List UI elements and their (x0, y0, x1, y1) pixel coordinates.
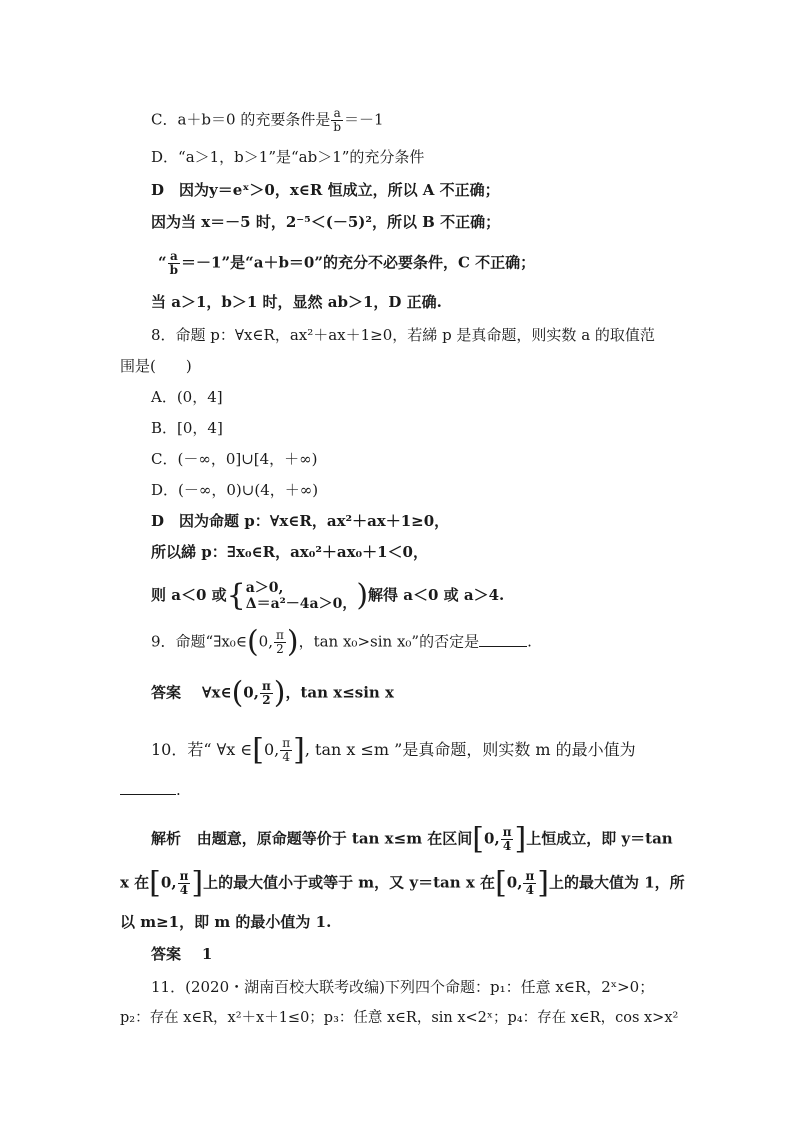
answer-8-line-3: 则 a＜0 或{ a＞0, Δ＝a²－4a＞0， )解得 a＜0 或 a＞4. (151, 578, 505, 613)
fraction: $\frac{a}{b}$ (169, 249, 179, 277)
q8-option-a: A．(0，4] (151, 388, 223, 406)
option-d: D．“a＞1，b＞1”是“ab＞1”的充分条件 (151, 148, 425, 166)
answer-8-line-1: D 因为命题 p：∀x∈R，ax²＋ax＋1≥0， (151, 512, 450, 530)
fraction: $\frac{\pi}{2}$ (275, 628, 284, 656)
question-8-line-2: 围是( ) (120, 357, 192, 375)
question-10: 10．若“ ∀x ∈[0, $\frac{\pi}{4}$ ], tan x ≤m ”是真命题，则实数 m 的最小值为 (151, 732, 636, 768)
option-c: C．a＋b＝0 的充要条件是 $\frac{a}{b}$ ＝－1 (151, 106, 384, 134)
solution-10-line-3: 以 m≥1，即 m 的最小值为 1. (120, 913, 332, 931)
fraction: $\frac{\pi}{2}$ (261, 679, 271, 707)
answer-7-line-1: D 因为y＝eˣ＞0，x∈R 恒成立，所以 A 不正确； (151, 181, 500, 199)
q8-option-b: B．[0，4] (151, 419, 223, 437)
answer-10: 答案 1 (151, 945, 213, 963)
q8-option-c: C．(－∞，0]∪[4，＋∞) (151, 450, 318, 468)
option-c-text: C．a＋b＝0 的充要条件是 (151, 110, 331, 129)
answer-9: 答案 ∀x∈(0, $\frac{\pi}{2}$ )，tan x≤sin x (151, 675, 394, 711)
answer-7-line-2: 因为当 x＝－5 时，2⁻⁵＜(－5)²，所以 B 不正确； (151, 213, 501, 231)
q8-option-d: D．(－∞，0)∪(4，＋∞) (151, 481, 319, 499)
question-10-blank-line: . (120, 780, 181, 800)
answer-blank (479, 646, 527, 647)
question-11-line-1: 11．(2020・湖南百校大联考改编)下列四个命题：p₁：任意 x∈R，2ˣ>0； (151, 978, 655, 996)
inequality-system: a＞0, Δ＝a²－4a＞0， (245, 580, 357, 612)
solution-10-line-2: x 在[0, $\frac{\pi}{4}$ ]上的最大值小于或等于 m，又 y＝tan x 在[0, $\frac{\pi}{4}$ ]上的最大值为 1，所 (120, 865, 685, 901)
answer-8-line-2: 所以綈 p：∃x₀∈R，ax₀²＋ax₀＋1＜0， (151, 543, 428, 561)
fraction: $\frac{\pi}{4}$ (525, 869, 535, 897)
fraction: $\frac{\pi}{4}$ (502, 825, 512, 853)
answer-7-line-4: 当 a＞1，b＞1 时，显然 ab＞1，D 正确. (151, 293, 442, 311)
solution-10-line-1: 解析 由题意，原命题等价于 tan x≤m 在区间[0, $\frac{\pi}{4}$ ]上恒成立，即 y＝tan (151, 821, 673, 857)
answer-blank (120, 794, 176, 795)
right-paren: ) (356, 578, 369, 613)
fraction: $\frac{\pi}{4}$ (282, 736, 291, 764)
question-11-line-2: p₂：存在 x∈R，x²＋x＋1≤0；p₃：任意 x∈R，sin x<2ˣ；p₄：存在 x∈R，cos x>x² (120, 1010, 679, 1026)
question-8-line-1: 8．命题 p：∀x∈R，ax²＋ax＋1≥0，若綈 p 是真命题，则实数 a 的取值范 (151, 326, 655, 344)
question-9: 9．命题“∃x₀∈(0, $\frac{\pi}{2}$ )，tan x₀>sin x₀”的否定是 . (151, 624, 532, 660)
answer-7-line-3: “ $\frac{a}{b}$ ＝－1”是“a＋b＝0”的充分不必要条件，C 不正确； (158, 249, 536, 277)
fraction: $\frac{a}{b}$ (333, 106, 342, 134)
fraction: $\frac{\pi}{4}$ (179, 869, 189, 897)
left-brace: { (226, 578, 246, 613)
